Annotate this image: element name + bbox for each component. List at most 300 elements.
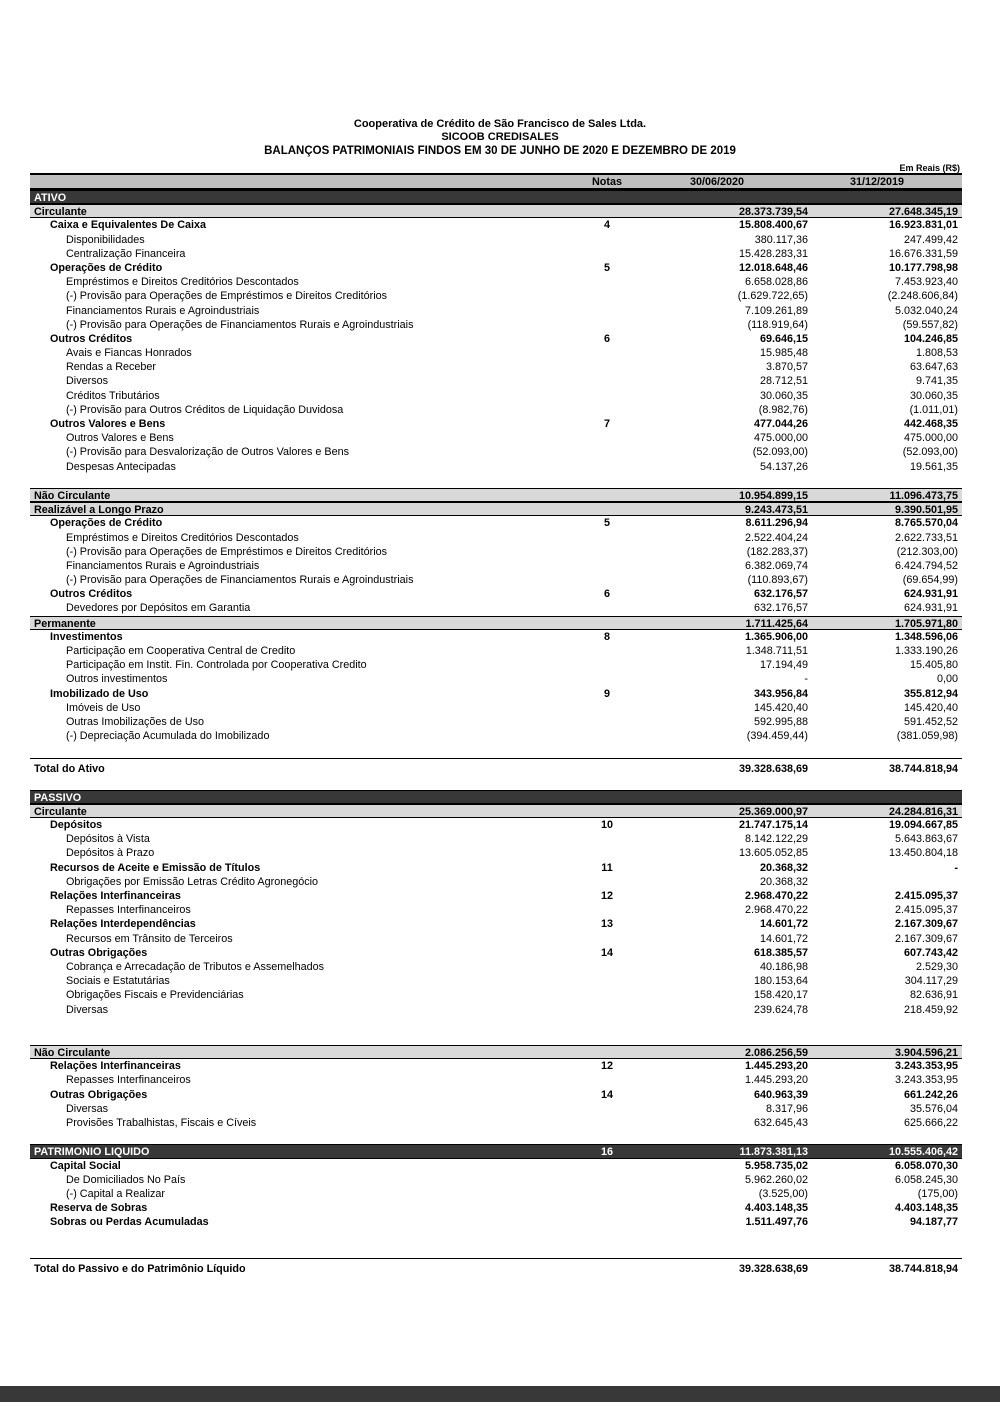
detail-row [30,374,962,388]
row-value-2019: 661.242,26 [903,1088,958,1101]
row-value-2020: (394.459,44) [746,730,808,743]
row-label: Caixa e Equivalentes De Caixa [50,219,207,232]
row-label: Devedores por Depósitos em Garantia [66,602,251,615]
row-label: Financiamentos Rurais e Agroindustriais [66,559,260,572]
row-value-2020: (118.919,64) [747,318,808,331]
group-row [30,261,962,275]
row-value-2020: 3.870,57 [765,361,808,374]
detail-row [30,233,962,247]
row-label: Relações Interfinanceiras [50,890,181,902]
row-value-2019: 355.812,94 [903,687,958,700]
row-label: Empréstimos e Direitos Creditórios Descontados [66,276,299,289]
spacer-row [30,776,962,790]
detail-row [30,988,962,1002]
row-note [562,1201,652,1215]
row-label: Outros Créditos [50,588,133,601]
row-value-2019: 82.636,91 [909,989,958,1002]
row-value-2020: 180.153,64 [753,975,808,988]
row-label: Outros Valores e Bens [50,418,166,430]
detail-row [30,545,962,559]
detail-row [30,903,962,917]
row-note [562,644,652,658]
row-value-2019: 19.561,35 [909,460,958,473]
row-label: Reserva de Sobras [50,1202,148,1215]
group-row [30,861,962,875]
row-label: Outros investimentos [66,673,168,686]
row-note: 6 [603,588,610,601]
row-value-2019: (52.093,00) [902,446,958,459]
subtotal-row [30,804,962,818]
row-note [562,1073,652,1087]
row-label: Depósitos à Vista [66,833,150,846]
row-label: Outros Créditos [50,332,133,345]
row-value-2020: 9.243.473,51 [744,504,808,516]
row-value-2019: (1.011,01) [909,403,958,416]
row-value-2019: (175,00) [917,1187,958,1200]
row-label: Recursos de Aceite e Emissão de Títulos [50,861,261,874]
detail-row [30,318,962,332]
row-note [562,360,652,374]
spacer-row [30,1130,962,1144]
group-row [30,946,962,960]
row-value-2020: (8.982,76) [758,403,808,416]
detail-row [30,531,962,545]
total-row [30,1258,962,1276]
row-value-2019: 6.058.245,30 [894,1173,958,1186]
row-value-2020: 10.954.899,15 [738,489,808,502]
row-value-2019: 1.333.190,26 [894,645,958,657]
row-note [562,318,652,332]
detail-row [30,1187,962,1201]
row-label: Centralização Financeira [66,247,186,260]
row-value-2020: 2.522.404,24 [744,531,808,544]
row-note [562,762,652,776]
row-label: Cobrança e Arrecadação de Tributos e Assemelhados [66,960,325,973]
row-value-2019: 2.167.309,67 [894,918,958,931]
row-note [562,1102,652,1116]
row-value-2020: 39.328.638,69 [738,1262,808,1275]
row-note [562,275,652,289]
detail-row [30,304,962,318]
group-row [30,687,962,701]
row-value-2020: 1.445.293,20 [744,1074,808,1087]
row-value-2020: 20.368,32 [759,875,808,888]
balance-sheet-table [30,163,962,1276]
row-note [562,374,652,388]
row-value-2020: 239.624,78 [753,1003,808,1016]
row-label: Recursos em Trânsito de Terceiros [66,932,233,945]
row-value-2020: 2.086.256,59 [744,1047,808,1059]
group-row [30,889,962,903]
row-value-2020: 592.995,88 [753,715,808,728]
detail-row [30,1073,962,1087]
row-note: 7 [603,418,610,430]
row-value-2019: 10.555.406,42 [888,1146,958,1158]
row-value-2019: 1.348.596,06 [894,630,958,643]
row-note [562,205,652,217]
row-note [562,460,652,474]
row-label: Despesas Antecipadas [66,460,176,473]
group-row [30,818,962,832]
row-label: (-) Provisão para Operações de Financiamentos Rurais e Agroindustriais [66,318,414,331]
row-note [562,988,652,1002]
row-note [562,672,652,686]
row-value-2020: 13.605.052,85 [738,847,808,860]
row-note: 10 [600,819,613,832]
row-label: Rendas a Receber [66,361,157,374]
row-value-2019: 218.459,92 [903,1003,958,1016]
row-value-2019: 27.648.345,19 [888,206,958,218]
row-value-2019: 3.904.596,21 [894,1047,958,1059]
row-label: Operações de Crédito [50,261,163,274]
row-value-2019: 1.705.971,80 [894,617,958,629]
row-value-2019: 2.167.309,67 [894,932,958,945]
row-value-2019: 38.744.818,94 [888,1262,958,1275]
row-value-2019: 63.647,63 [909,361,958,374]
row-value-2020: 1.511.497,76 [745,1216,808,1229]
row-value-2020: 475.000,00 [753,432,808,445]
detail-row [30,846,962,860]
row-label: Diversas [66,1102,108,1115]
group-row [30,417,962,431]
row-label: ATIVO [34,192,67,204]
row-value-2020: 15.985,48 [759,347,808,360]
detail-row [30,729,962,743]
row-note: 12 [600,1060,613,1073]
group-row [30,1159,962,1173]
detail-row [30,346,962,360]
row-label: De Domiciliados No País [66,1173,186,1186]
row-label: Financiamentos Rurais e Agroindustriais [66,304,260,317]
balance-table-body [30,190,962,1276]
subtotal-row [30,488,962,502]
detail-row [30,460,962,474]
row-value-2020: 39.328.638,69 [738,762,808,775]
row-value-2020: 1.365.906,00 [744,630,808,643]
row-note [562,1003,652,1017]
row-note [562,601,652,615]
company-name: Cooperativa de Crédito de São Francisco de Sales Ltda. [353,118,647,130]
row-note [562,346,652,360]
row-note [562,1159,652,1173]
detail-row [30,289,962,303]
row-note [562,573,652,587]
row-value-2020: 5.958.735,02 [744,1159,808,1172]
row-label: Sobras ou Perdas Acumuladas [50,1216,209,1229]
row-note: 5 [603,517,610,530]
row-value-2019: 4.403.148,35 [894,1202,958,1215]
row-value-2020: 8.142.122,29 [744,833,808,846]
row-note [562,960,652,974]
row-value-2019: 304.117,29 [904,975,958,988]
row-label: Imobilizado de Uso [50,687,149,700]
row-value-2019: 9.390.501,95 [894,504,958,516]
row-value-2020: 632.176,57 [753,588,808,601]
row-value-2019: (59.557,82) [902,318,958,331]
row-label: Avais e Fiancas Honrados [66,347,192,360]
row-note [562,545,652,559]
detail-row [30,1003,962,1017]
detail-row [30,1173,962,1187]
row-value-2019: 104.246,85 [903,332,958,345]
row-value-2019: 624.931,91 [903,588,958,601]
row-value-2019: 16.923.831,01 [888,219,958,232]
row-label: Capital Social [50,1159,121,1172]
spacer-row [30,1031,962,1045]
row-label: Depósitos [50,819,103,832]
row-note: 8 [603,630,610,643]
row-value-2020: 4.403.148,35 [744,1202,808,1215]
row-label: Repasses Interfinanceiros [66,1074,191,1087]
row-label: Créditos Tributários [66,389,160,402]
row-value-2020: (3.525,00) [758,1187,808,1200]
row-value-2020: 2.968.470,22 [744,904,808,917]
row-label: (-) Provisão para Operações de Empréstimos e Direitos Creditórios [66,290,388,303]
row-value-2020: 1.711.425,64 [745,617,808,629]
row-value-2020: (52.093,00) [752,446,808,459]
row-note [562,903,652,917]
row-value-2019: 15.405,80 [909,659,958,672]
row-value-2019: 16.676.331,59 [888,247,958,260]
row-note [562,191,652,203]
row-value-2019: 2.415.095,37 [894,890,958,902]
detail-row [30,431,962,445]
row-note [562,832,652,846]
column-header-period2: 31/12/2019 [849,175,905,188]
row-note [562,1187,652,1201]
detail-row [30,701,962,715]
row-value-2020: 11.873.381,13 [739,1146,808,1158]
group-row [30,1059,962,1073]
row-value-2019: 6.424.794,52 [894,559,958,572]
row-note [562,729,652,743]
row-value-2019: 10.177.798,98 [888,261,958,274]
group-row [30,1201,962,1215]
row-note [562,289,652,303]
row-value-2019: 9.741,35 [915,375,958,388]
row-note [562,503,652,515]
row-value-2019 [810,875,962,889]
row-value-2019: 6.058.070,30 [894,1159,958,1172]
spacer-row [30,474,962,488]
column-header-notas: Notas [592,175,622,188]
row-value-2019: 247.499,42 [903,233,958,246]
row-note [562,715,652,729]
row-value-2020: 2.968.470,22 [744,890,808,902]
row-value-2019: 3.243.353,95 [894,1060,958,1073]
row-note [562,617,652,629]
row-label: Participação em Instit. Fin. Controlada por Cooperativa Credito [66,659,367,672]
group-row [30,587,962,601]
row-note [562,875,652,889]
row-value-2019: 591.452,52 [903,715,958,728]
row-note [562,431,652,445]
detail-row [30,247,962,261]
row-value-2020: - [804,673,808,686]
row-label: Provisões Trabalhistas, Fiscais e Cíveis [66,1117,257,1129]
row-label: Operações de Crédito [50,517,163,530]
row-value-2019: - [954,861,958,874]
spacer-row [30,1244,962,1258]
detail-row [30,1116,962,1130]
row-value-2020: 14.601,72 [759,932,808,945]
row-note: 6 [603,332,610,345]
row-label: Relações Interfinanceiras [50,1060,181,1073]
row-value-2020: 640.963,39 [753,1088,808,1101]
row-value-2019: 38.744.818,94 [888,762,958,775]
row-value-2019 [810,791,962,803]
row-value-2020: 69.646,15 [759,332,808,345]
row-label: Investimentos [50,630,123,643]
detail-row [30,974,962,988]
row-note [562,233,652,247]
row-value-2020: 477.044,26 [753,418,808,430]
detail-row [30,1102,962,1116]
row-note: 5 [603,261,610,274]
detail-row [30,875,962,889]
footer-bar [0,1386,1000,1402]
detail-row [30,672,962,686]
row-label: Realizável a Longo Prazo [34,504,164,516]
detail-row [30,658,962,672]
currency-note: Em Reais (R$) [899,163,960,173]
subtotal-row [30,204,962,218]
row-value-2020: 380.117,36 [754,233,808,246]
row-note [562,1215,652,1229]
spacer-row [30,743,962,757]
row-label: Diversas [66,1003,108,1016]
row-value-2020 [652,791,810,803]
row-note [562,489,652,501]
row-value-2019: 13.450.804,18 [888,847,958,860]
section-row [30,1144,962,1158]
row-value-2019: 30.060,35 [909,389,958,402]
row-label: Permanente [34,617,96,629]
total-row [30,758,962,776]
row-value-2020: 30.060,35 [759,389,808,402]
row-value-2019: 7.453.923,40 [894,276,958,289]
row-note [562,1046,652,1058]
row-value-2020: 1.348.711,51 [745,645,808,657]
section-row [30,190,962,204]
institution-name: SICOOB CREDISALES [441,131,559,143]
group-row [30,917,962,931]
column-header-period1: 30/06/2020 [689,175,745,188]
row-value-2020: 6.382.069,74 [744,559,808,572]
row-value-2019: 0,00 [936,673,958,686]
row-value-2019: 145.420,40 [903,701,958,714]
row-value-2020: (182.283,37) [746,545,808,558]
row-note [562,389,652,403]
row-value-2020: 54.137,26 [759,460,808,473]
row-value-2019: 35.576,04 [909,1102,958,1115]
row-value-2020: 158.420,17 [753,989,808,1002]
row-label: Imóveis de Uso [66,701,141,714]
subtotal-row [30,1045,962,1059]
row-value-2020: 1.445.293,20 [744,1060,808,1073]
row-note [562,846,652,860]
row-value-2019: 5.032.040,24 [894,304,958,317]
row-value-2020: (1.629.722,65) [737,290,808,303]
row-value-2020: 5.962.260,02 [744,1173,808,1186]
row-label: (-) Provisão para Operações de Financiamentos Rurais e Agroindustriais [66,574,414,587]
row-value-2020: 15.428.283,31 [738,247,808,260]
row-note: 16 [600,1146,613,1158]
report-title: BALANÇOS PATRIMONIAIS FINDOS EM 30 DE JUNHO DE 2020 E DEZEMBRO DE 2019 [264,145,736,157]
group-row [30,630,962,644]
row-value-2019: 94.187,77 [909,1216,958,1229]
row-note [562,974,652,988]
row-value-2019: (2.248.606,84) [887,290,958,303]
row-note: 4 [603,219,610,232]
row-label: Circulante [34,206,87,218]
row-label: Diversos [66,375,108,388]
row-note: 13 [600,918,613,931]
row-value-2019: 624.931,91 [903,602,958,615]
row-note [562,304,652,318]
row-note [562,1262,652,1276]
row-note [562,932,652,946]
row-note [562,791,652,803]
row-value-2020: 8.317,96 [765,1102,808,1115]
detail-row [30,389,962,403]
spacer-row [30,1230,962,1244]
row-label: Repasses Interfinanceiros [66,904,191,917]
spacer-row [30,1017,962,1031]
row-value-2019: (69.654,99) [902,574,958,587]
row-value-2020: 28.712,51 [759,375,808,388]
detail-row [30,573,962,587]
row-value-2019 [810,191,962,203]
subtotal-row [30,616,962,630]
row-note [562,403,652,417]
row-note: 14 [600,1088,613,1101]
row-label: (-) Provisão para Operações de Empréstimos e Direitos Creditórios [66,545,388,558]
row-value-2019: 2.529,30 [915,960,958,973]
group-row [30,332,962,346]
row-label: (-) Provisão para Outros Créditos de Liquidação Duvidosa [66,403,344,416]
row-label: Obrigações Fiscais e Previdenciárias [66,989,244,1002]
document-header [0,0,1000,158]
row-value-2020: 28.373.739,54 [738,206,808,218]
row-value-2019: (381.059,98) [896,730,958,743]
row-value-2020: 145.420,40 [753,701,808,714]
row-label: Outros Valores e Bens [66,432,174,445]
row-label: PASSIVO [34,791,82,803]
row-label: Outras Obrigações [50,946,148,959]
row-value-2020: 632.176,57 [753,602,808,615]
row-label: Relações Interdependências [50,918,196,931]
row-value-2019: 625.666,22 [903,1117,958,1129]
row-label: PATRIMONIO LIQUIDO [34,1146,150,1158]
row-value-2020: 7.109.261,89 [744,304,808,317]
row-label: Outras Obrigações [50,1088,148,1101]
detail-row [30,403,962,417]
row-value-2019: 475.000,00 [903,432,958,445]
row-value-2020: 25.369.000,97 [738,805,808,818]
row-label: Total do Passivo e do Patrimônio Líquido [34,1262,246,1275]
row-label: Sociais e Estatutárias [66,975,170,988]
row-value-2020: 14.601,72 [759,918,808,931]
row-value-2019: 1.808,53 [915,347,958,360]
row-label: (-) Capital a Realizar [66,1187,166,1200]
row-value-2020: 6.658.028,86 [744,276,808,289]
detail-row [30,360,962,374]
row-label: Participação em Cooperativa Central de Credito [66,645,296,657]
row-value-2020: 632.645,43 [753,1117,808,1129]
detail-row [30,559,962,573]
row-value-2020: 618.385,57 [753,946,808,959]
